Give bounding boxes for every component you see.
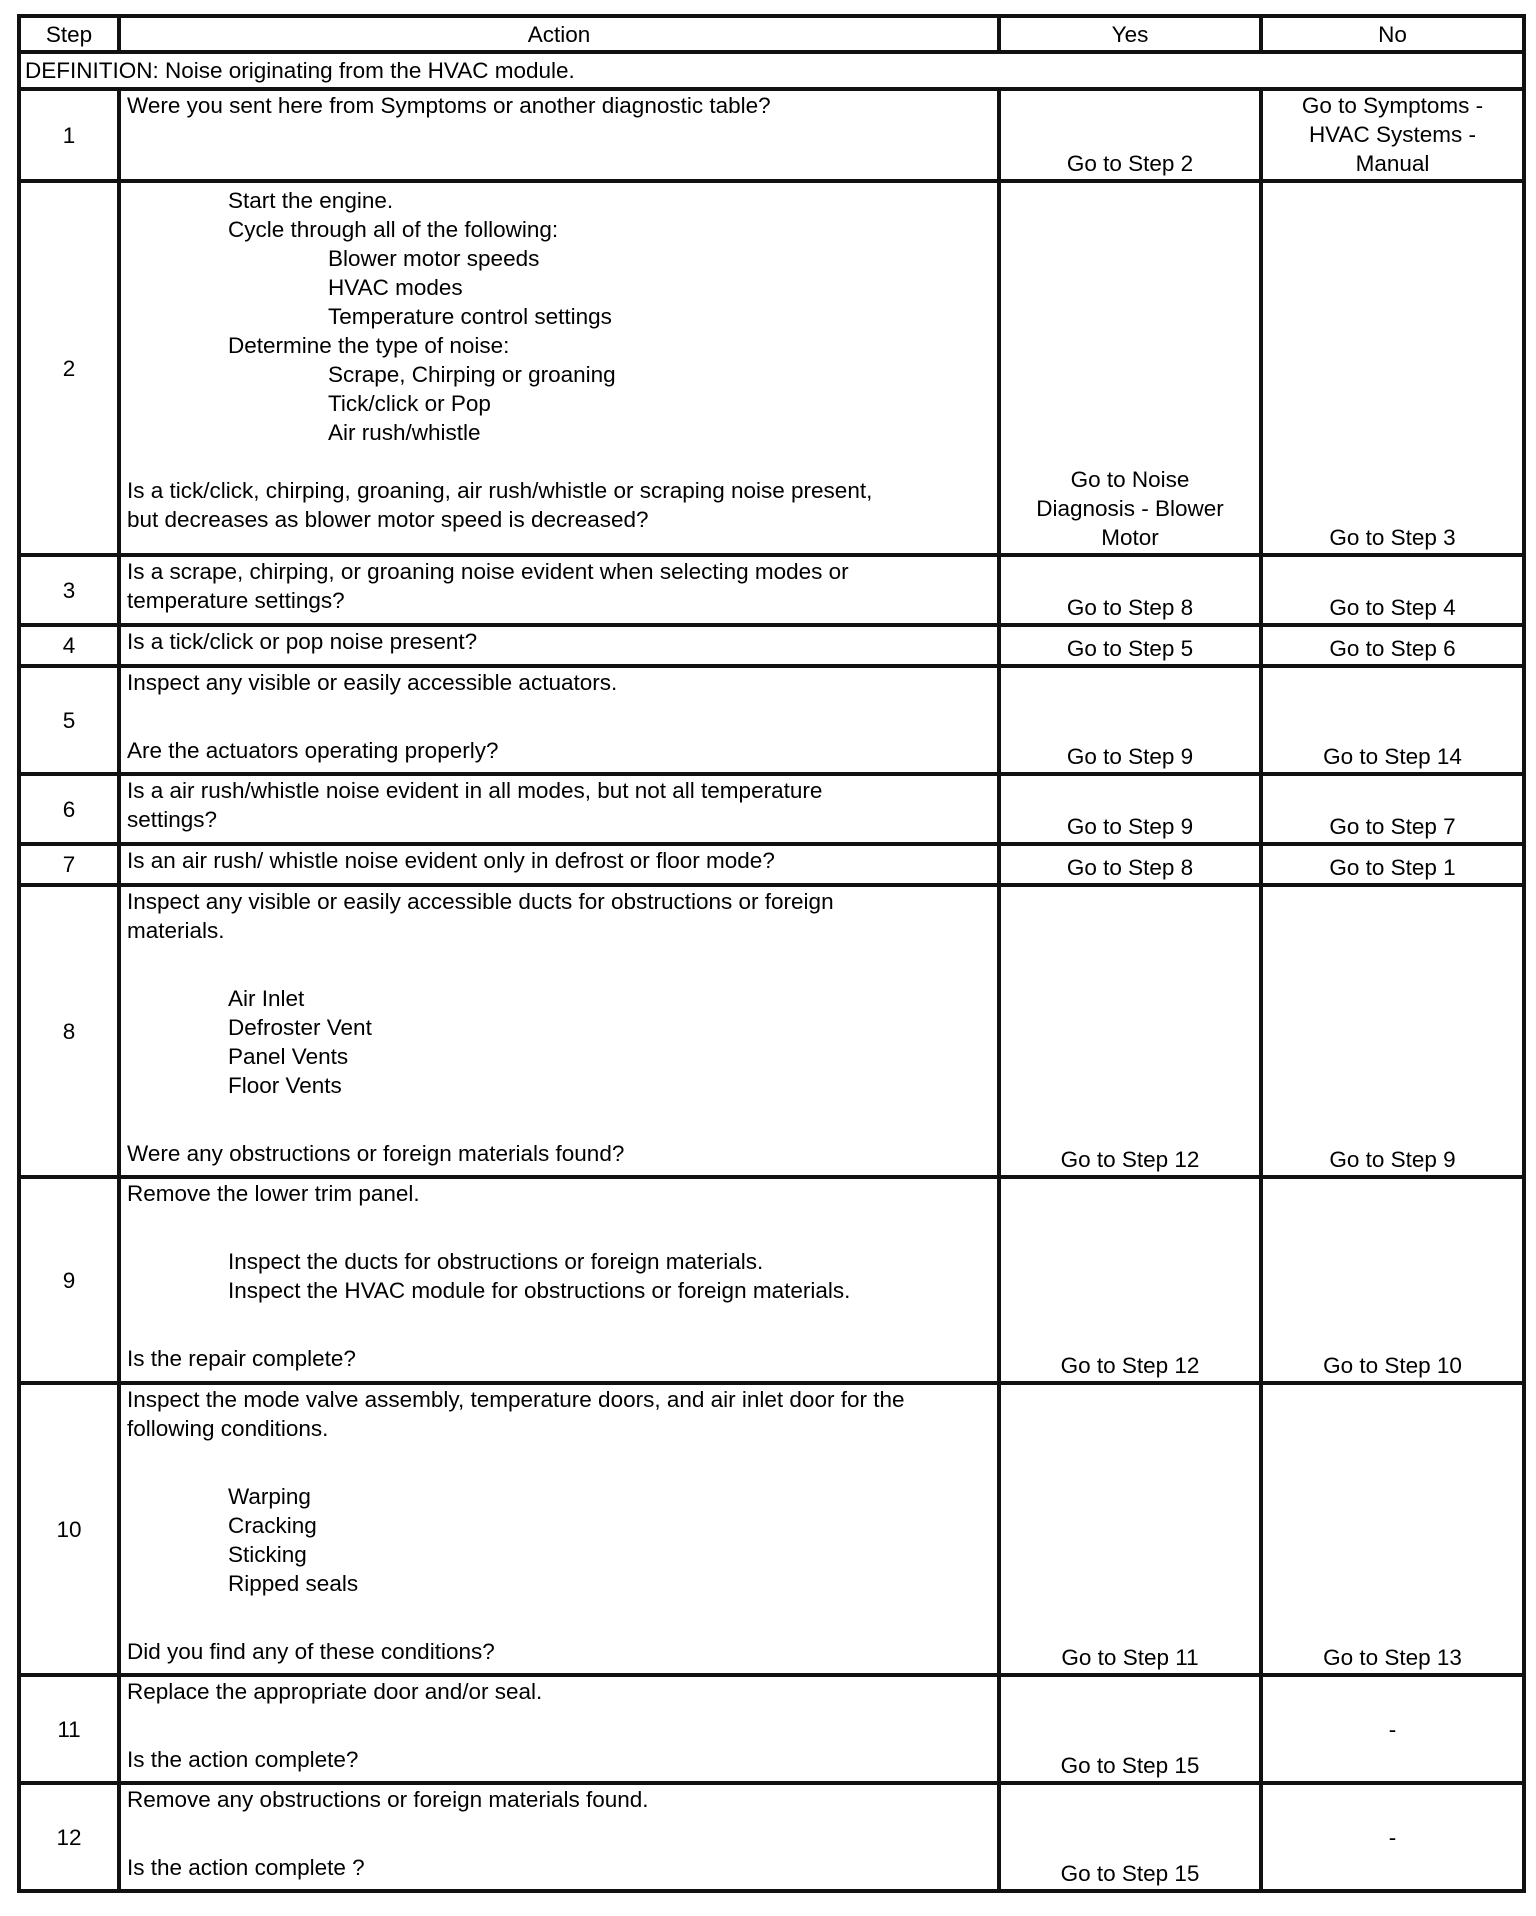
yes-cell: Go to Step 15	[999, 1783, 1261, 1891]
action-text: Ripped seals	[228, 1571, 359, 1596]
no-cell: -	[1261, 1783, 1524, 1891]
yes-cell: Go to Step 8	[999, 844, 1261, 885]
step-number: 4	[19, 625, 119, 666]
action-text: Blower motor speeds	[328, 246, 540, 271]
action-text: Inspect the mode valve assembly, temperature doors, and air inlet door for the	[127, 1387, 905, 1412]
spacer	[127, 1100, 991, 1139]
step-number: 9	[19, 1177, 119, 1383]
spacer	[127, 1814, 991, 1853]
action-text: Did you find any of these conditions?	[127, 1639, 495, 1664]
action-text: Remove the lower trim panel.	[127, 1181, 420, 1206]
table-row	[19, 774, 1524, 844]
table-row	[19, 625, 1524, 666]
table-row	[19, 1675, 1524, 1783]
action-text: Floor Vents	[228, 1073, 342, 1098]
action-text: Is the action complete ?	[127, 1855, 365, 1880]
definition-text: DEFINITION: Noise originating from the HVAC module.	[19, 52, 1524, 89]
step-number: 5	[19, 666, 119, 774]
action-text: Sticking	[228, 1542, 307, 1567]
action-text: HVAC modes	[328, 275, 463, 300]
header-yes: Yes	[999, 16, 1261, 52]
yes-cell: Go to Step 2	[999, 89, 1261, 181]
action-text: Cracking	[228, 1513, 317, 1538]
step-number: 3	[19, 555, 119, 625]
step-number: 7	[19, 844, 119, 885]
action-cell	[119, 666, 999, 774]
yes-cell: Go to Step 12	[999, 1177, 1261, 1383]
action-cell	[119, 885, 999, 1177]
spacer	[127, 945, 991, 984]
action-text: materials.	[127, 918, 225, 943]
spacer	[127, 1443, 991, 1482]
action-text: Is a scrape, chirping, or groaning noise evident when selecting modes or	[127, 559, 849, 584]
action-cell	[119, 1675, 999, 1783]
header-action: Action	[119, 16, 999, 52]
no-cell: Go to Step 7	[1261, 774, 1524, 844]
step-number: 6	[19, 774, 119, 844]
header-step: Step	[19, 16, 119, 52]
yes-cell: Go to Step 5	[999, 625, 1261, 666]
spacer	[127, 1706, 991, 1745]
step-number: 8	[19, 885, 119, 1177]
action-text: Air rush/whistle	[328, 420, 481, 445]
action-text: Panel Vents	[228, 1044, 349, 1069]
definition-row	[19, 52, 1524, 89]
action-text: Air Inlet	[228, 986, 305, 1011]
diagnostic-table	[17, 14, 1526, 1893]
action-text: Determine the type of noise:	[228, 333, 510, 358]
action-text: Replace the appropriate door and/or seal.	[127, 1679, 543, 1704]
spacer	[127, 1598, 991, 1637]
table-row	[19, 555, 1524, 625]
action-text: Is a air rush/whistle noise evident in all modes, but not all temperature	[127, 778, 823, 803]
action-text: Are the actuators operating properly?	[127, 738, 499, 763]
yes-cell: Go to Step 15	[999, 1675, 1261, 1783]
spacer	[127, 1305, 991, 1344]
action-text: Is the action complete?	[127, 1747, 359, 1772]
action-text: Is a tick/click or pop noise present?	[127, 629, 478, 654]
no-cell: Go to Step 10	[1261, 1177, 1524, 1383]
no-text: Manual	[1355, 151, 1430, 176]
table-row	[19, 1177, 1524, 1383]
action-cell	[119, 774, 999, 844]
yes-text: Go to Noise	[1070, 467, 1190, 492]
spacer	[127, 697, 991, 736]
yes-cell	[999, 181, 1261, 555]
action-text: Inspect the ducts for obstructions or foreign materials.	[228, 1249, 764, 1274]
action-text: Were you sent here from Symptoms or another diagnostic table?	[127, 93, 771, 118]
no-text: HVAC Systems -	[1308, 122, 1477, 147]
no-cell: Go to Step 4	[1261, 555, 1524, 625]
action-text: Defroster Vent	[228, 1015, 372, 1040]
table-row	[19, 1783, 1524, 1891]
no-cell: Go to Step 13	[1261, 1383, 1524, 1675]
action-cell	[119, 181, 999, 555]
table-row	[19, 89, 1524, 181]
action-text: Inspect any visible or easily accessible actuators.	[127, 670, 618, 695]
yes-cell: Go to Step 9	[999, 774, 1261, 844]
yes-cell: Go to Step 8	[999, 555, 1261, 625]
no-text: Go to Symptoms -	[1301, 93, 1484, 118]
spacer	[127, 1208, 991, 1247]
yes-text: Motor	[1101, 525, 1159, 550]
action-text: Were any obstructions or foreign materials found?	[127, 1141, 625, 1166]
no-cell: Go to Step 9	[1261, 885, 1524, 1177]
header-no: No	[1261, 16, 1524, 52]
table-row	[19, 885, 1524, 1177]
action-text: following conditions.	[127, 1416, 329, 1441]
action-text: Tick/click or Pop	[328, 391, 491, 416]
action-text: Temperature control settings	[328, 304, 612, 329]
yes-cell: Go to Step 11	[999, 1383, 1261, 1675]
no-cell: Go to Step 1	[1261, 844, 1524, 885]
no-cell	[1261, 89, 1524, 181]
action-cell	[119, 625, 999, 666]
step-number: 2	[19, 181, 119, 555]
table-row	[19, 844, 1524, 885]
action-text: Warping	[228, 1484, 311, 1509]
yes-cell: Go to Step 12	[999, 885, 1261, 1177]
action-text: Remove any obstructions or foreign materials found.	[127, 1787, 649, 1812]
no-cell: Go to Step 6	[1261, 625, 1524, 666]
no-cell: -	[1261, 1675, 1524, 1783]
step-number: 10	[19, 1383, 119, 1675]
action-cell	[119, 1177, 999, 1383]
action-text: Scrape, Chirping or groaning	[328, 362, 616, 387]
yes-text: Diagnosis - Blower	[1036, 496, 1224, 521]
action-text: temperature settings?	[127, 588, 345, 613]
spacer	[127, 447, 991, 476]
action-text: Start the engine.	[228, 188, 394, 213]
action-text: Inspect the HVAC module for obstructions or foreign materials.	[228, 1278, 851, 1303]
action-text: Is the repair complete?	[127, 1346, 356, 1371]
header-row	[19, 16, 1524, 52]
action-text: Is a tick/click, chirping, groaning, air rush/whistle or scraping noise present,	[127, 478, 873, 503]
step-number: 11	[19, 1675, 119, 1783]
table-row	[19, 181, 1524, 555]
action-cell	[119, 1383, 999, 1675]
table-row	[19, 666, 1524, 774]
action-text: Cycle through all of the following:	[228, 217, 559, 242]
action-cell	[119, 89, 999, 181]
table-row	[19, 1383, 1524, 1675]
no-cell: Go to Step 3	[1261, 181, 1524, 555]
action-text: Is an air rush/ whistle noise evident only in defrost or floor mode?	[127, 848, 775, 873]
action-cell	[119, 555, 999, 625]
step-number: 1	[19, 89, 119, 181]
action-cell	[119, 844, 999, 885]
no-cell: Go to Step 14	[1261, 666, 1524, 774]
action-text: Inspect any visible or easily accessible ducts for obstructions or foreign	[127, 889, 834, 914]
yes-cell: Go to Step 9	[999, 666, 1261, 774]
step-number: 12	[19, 1783, 119, 1891]
action-text: but decreases as blower motor speed is decreased?	[127, 507, 649, 532]
action-cell	[119, 1783, 999, 1891]
action-text: settings?	[127, 807, 218, 832]
